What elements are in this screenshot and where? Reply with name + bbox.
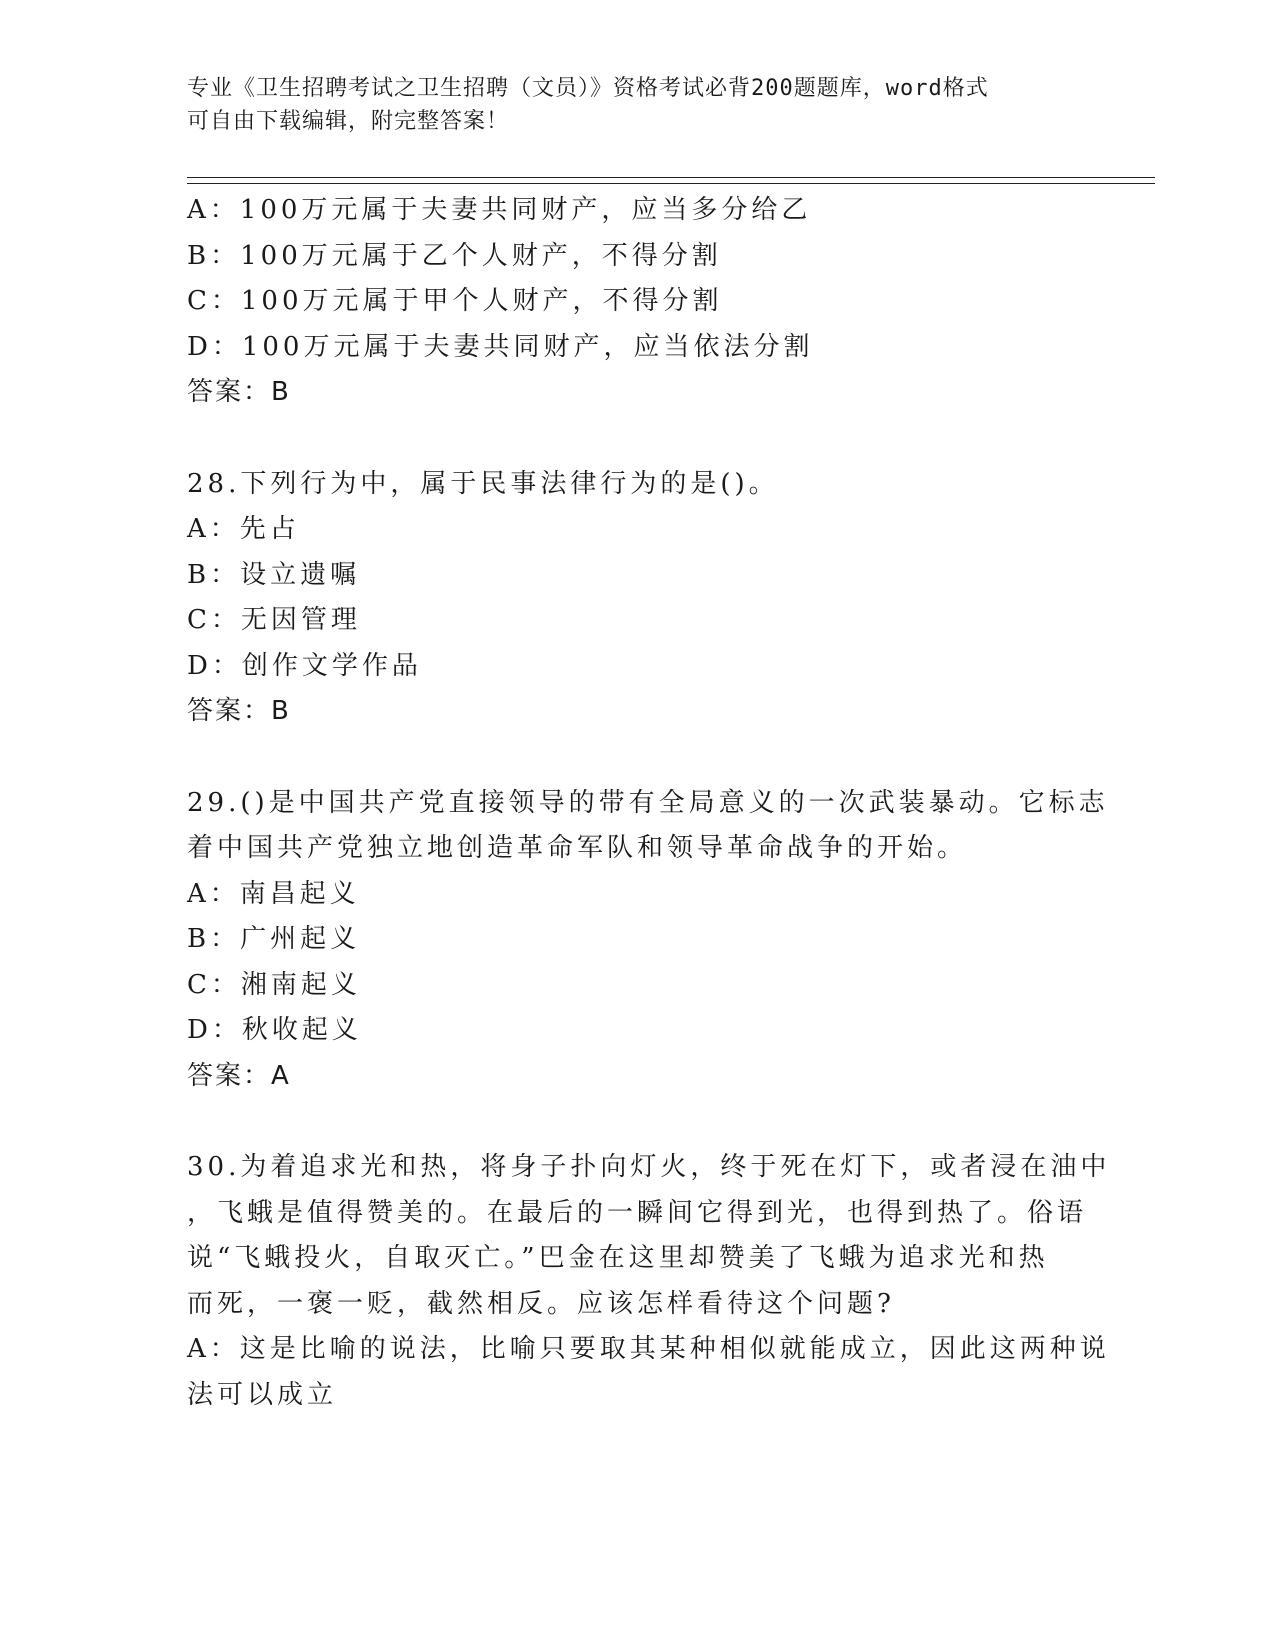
spacer [187, 1099, 1087, 1145]
answer: 答案：B [187, 377, 291, 407]
question-stem: 29.()是中国共产党直接领导的带有全局意义的一次武装暴动。它标志 [187, 787, 1109, 818]
spacer [187, 416, 1087, 462]
question-stem: 说“飞蛾投火，自取灭亡。”巴金在这里却赞美了飞蛾为追求光和热 [187, 1243, 1049, 1273]
question-29 [187, 781, 1109, 1100]
option-d: D：创作文学作品 [187, 650, 422, 681]
question-30 [187, 1145, 1111, 1418]
question-list [187, 188, 1111, 1418]
question-stem: 28.下列行为中，属于民事法律行为的是()。 [187, 468, 779, 499]
header-line-2: 可自由下载编辑，附完整答案！ [187, 109, 510, 134]
option-a-continued: 法可以成立 [187, 1379, 338, 1410]
question-27 [187, 188, 1087, 416]
option-b: B：100万元属于乙个人财产，不得分割 [187, 240, 722, 271]
option-a: A：100万元属于夫妻共同财产，应当多分给乙 [187, 195, 812, 225]
option-b: B：广州起义 [187, 924, 361, 954]
option-a: A：这是比喻的说法，比喻只要取其某种相似就能成立，因此这两种说 [187, 1334, 1110, 1364]
question-stem: 着中国共产党独立地创造革命军队和领导革命战争的开始。 [187, 833, 968, 863]
answer: 答案：A [187, 1060, 291, 1091]
question-28 [187, 462, 1087, 735]
option-b: B：设立遗嘱 [187, 559, 361, 590]
option-d: D：100万元属于夫妻共同财产，应当依法分割 [187, 331, 814, 362]
option-c: C：100万元属于甲个人财产，不得分割 [187, 286, 723, 316]
header-rule-bottom [187, 183, 1155, 184]
option-a: A：南昌起义 [187, 878, 360, 909]
question-stem: 30.为着追求光和热，将身子扑向灯火，终于死在灯下，或者浸在油中 [187, 1152, 1111, 1182]
header-rule-top [187, 177, 1155, 178]
option-d: D：秋收起义 [187, 1015, 362, 1045]
question-stem: 而死，一褒一贬，截然相反。应该怎样看待这个问题? [187, 1288, 895, 1319]
option-c: C：湘南起义 [187, 969, 361, 1000]
option-c: C：无因管理 [187, 605, 361, 635]
spacer [187, 735, 1087, 781]
question-stem: ，飞蛾是值得赞美的。在最后的一瞬间它得到光，也得到热了。俗语 [187, 1197, 1088, 1228]
header-line-1: 专业《卫生招聘考试之卫生招聘（文员）》资格考试必背200题题库，word格式 [187, 76, 989, 101]
option-a: A：先占 [187, 514, 300, 544]
answer: 答案：B [187, 696, 291, 726]
document-header [187, 72, 1067, 138]
